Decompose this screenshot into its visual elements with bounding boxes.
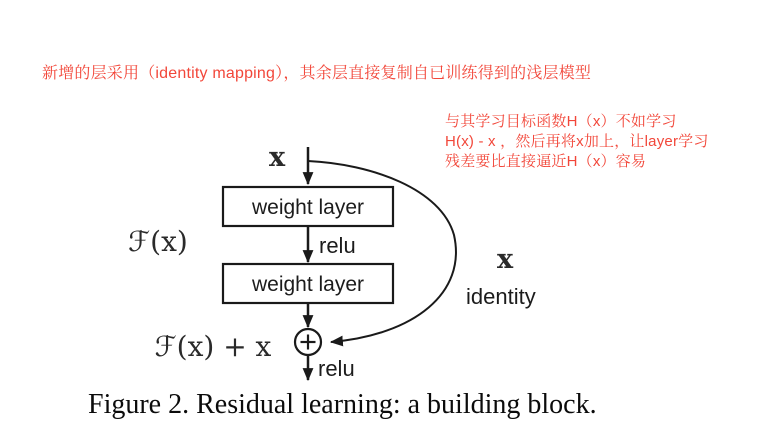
skip-x-label: x	[496, 244, 514, 275]
figure-caption: Figure 2. Residual learning: a building block.	[88, 389, 597, 420]
residual-function-label: ℱ(x)	[128, 225, 188, 258]
top-annotation-note: 新增的层采用（identity mapping），其余层直接复制自已训练得到的浅层模型	[42, 65, 592, 82]
input-x-label: x	[268, 142, 286, 173]
side-note-line-3: 残差要比直接逼近H（x）容易	[445, 153, 647, 170]
weight-layer-label-2: weight layer	[251, 273, 365, 296]
relu-label-2: relu	[318, 356, 355, 381]
side-note-line-2: H(x) - x ，然后再将x加上，让layer学习	[445, 133, 709, 150]
side-note-line-1: 与其学习目标函数H（x）不如学习	[445, 113, 677, 130]
relu-label-1: relu	[319, 233, 356, 258]
output-sum-label: ℱ(x) + x	[154, 330, 272, 363]
weight-layer-label-1: weight layer	[251, 196, 365, 219]
sum-junction-icon	[295, 329, 321, 355]
skip-identity-label: identity	[466, 284, 536, 309]
